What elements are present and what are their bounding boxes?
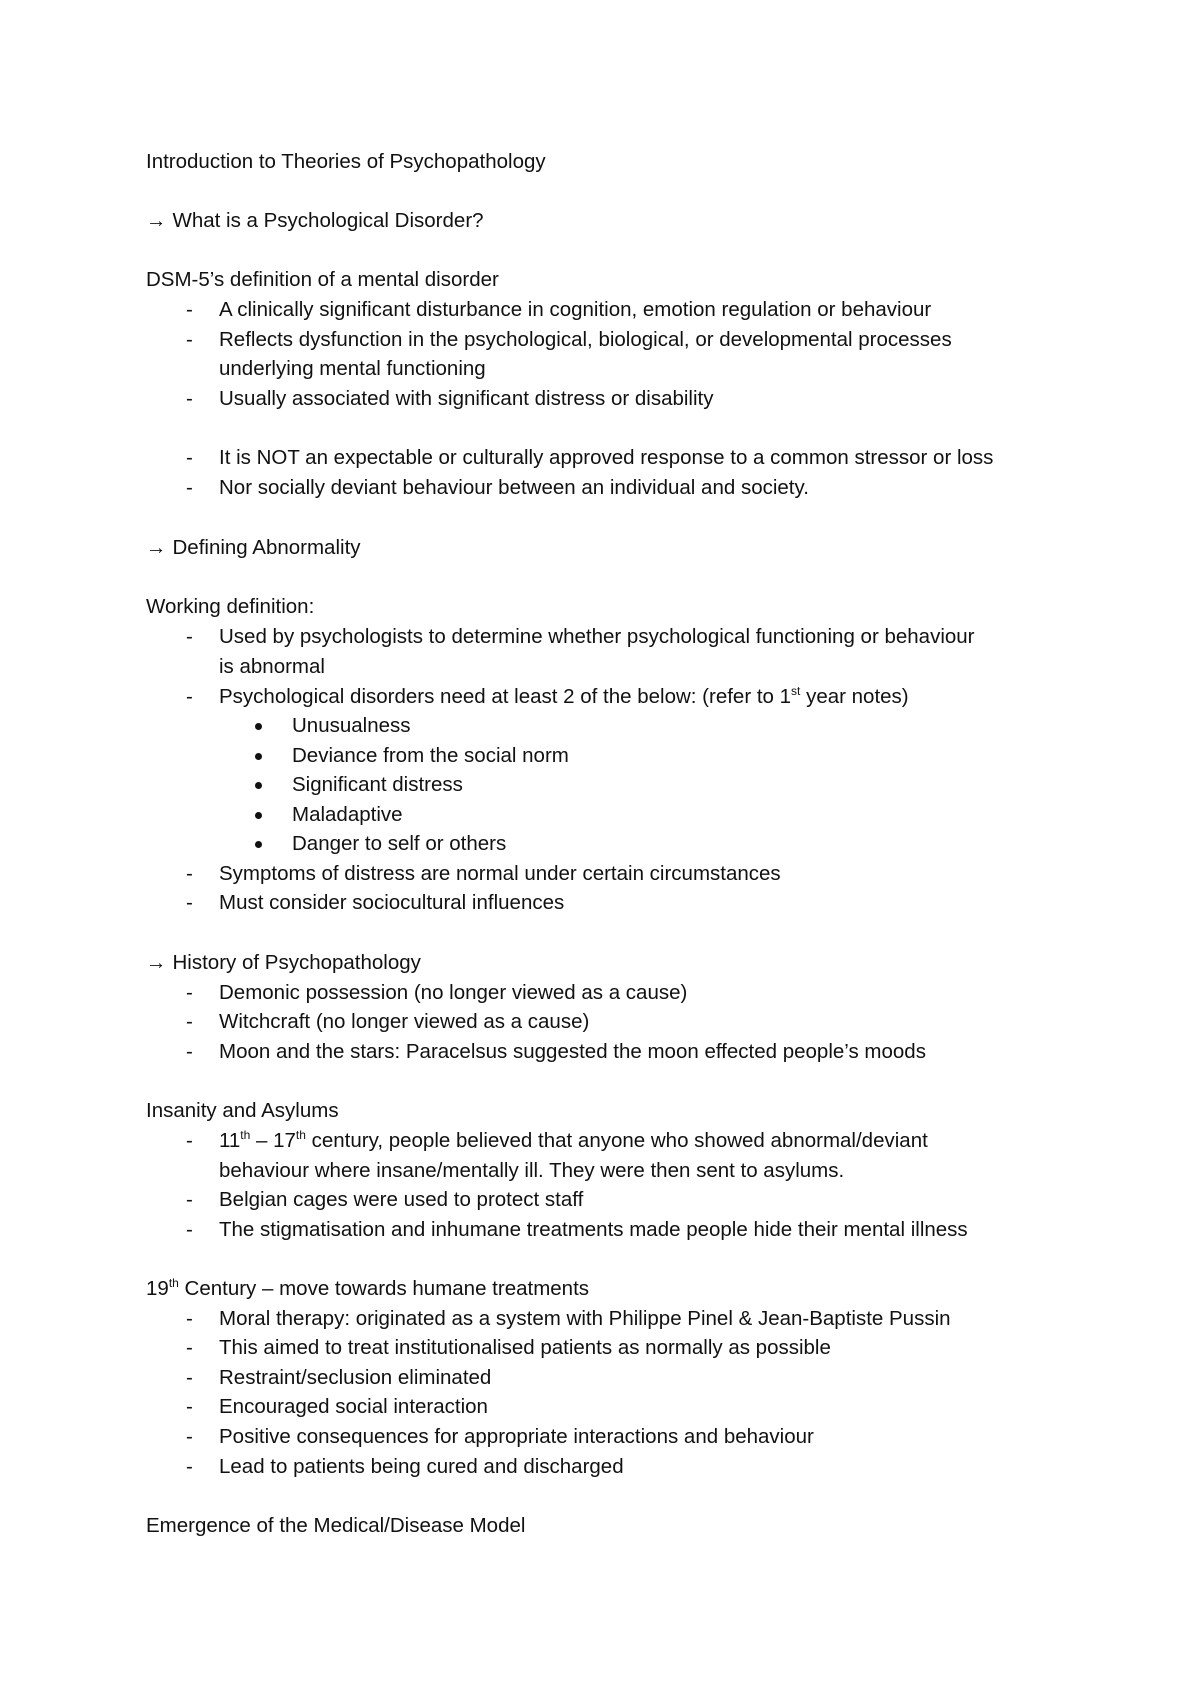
list-item-continuation: underlying mental functioning [219,357,486,380]
list-item: Demonic possession (no longer viewed as a cause) [219,981,688,1004]
list-item-continuation: is abnormal [219,655,325,678]
dash-marker: - [186,1129,193,1152]
dash-marker: - [186,1366,193,1389]
bullet-icon [255,841,262,848]
bullet-item: Danger to self or others [292,832,507,855]
arrow-icon: → [146,951,167,974]
subheading-medical-model: Emergence of the Medical/Disease Model [146,1514,526,1537]
list-item: A clinically significant disturbance in cognition, emotion regulation or behaviour [219,298,932,321]
section-heading-defining-abnormality: → Defining Abnormality [146,536,361,559]
list-item: Nor socially deviant behaviour between an individual and society. [219,476,809,499]
bullet-icon [255,782,262,789]
dash-marker: - [186,1188,193,1211]
dash-marker: - [186,1218,193,1241]
dash-marker: - [186,685,193,708]
dash-marker: - [186,298,193,321]
dash-marker: - [186,862,193,885]
dash-marker: - [186,1395,193,1418]
bullet-item: Deviance from the social norm [292,744,569,767]
dash-marker: - [186,446,193,469]
subheading-dsm5-definition: DSM-5’s definition of a mental disorder [146,268,499,291]
list-item: The stigmatisation and inhumane treatments made people hide their mental illness [219,1218,968,1241]
list-item: Usually associated with significant distress or disability [219,387,714,410]
subheading-working-definition: Working definition: [146,595,315,618]
dash-marker: - [186,981,193,1004]
arrow-icon: → [146,536,167,559]
dash-marker: - [186,476,193,499]
bullet-icon [255,753,262,760]
dash-marker: - [186,328,193,351]
dash-marker: - [186,1307,193,1330]
bullet-item: Significant distress [292,773,463,796]
list-item: Must consider sociocultural influences [219,891,565,914]
section-heading-psychological-disorder: → What is a Psychological Disorder? [146,209,484,232]
list-item: Restraint/seclusion eliminated [219,1366,492,1389]
dash-marker: - [186,1425,193,1448]
list-item: Used by psychologists to determine whether psychological functioning or behaviour [219,625,975,648]
list-item: 11th – 17th century, people believed that anyone who showed abnormal/deviant [219,1128,928,1152]
subheading-insanity-asylums: Insanity and Asylums [146,1099,339,1122]
bullet-item: Unusualness [292,714,411,737]
list-item: Moon and the stars: Paracelsus suggested the moon effected people’s moods [219,1040,926,1063]
dash-marker: - [186,1040,193,1063]
document-title: Introduction to Theories of Psychopathology [146,150,546,173]
list-item: Moral therapy: originated as a system with Philippe Pinel & Jean-Baptiste Pussin [219,1307,951,1330]
dash-marker: - [186,1455,193,1478]
list-item: Encouraged social interaction [219,1395,488,1418]
list-item: It is NOT an expectable or culturally approved response to a common stressor or loss [219,446,994,469]
list-item: Lead to patients being cured and discharged [219,1455,624,1478]
list-item: Symptoms of distress are normal under certain circumstances [219,862,781,885]
arrow-icon: → [146,209,167,232]
dash-marker: - [186,1010,193,1033]
list-item: Psychological disorders need at least 2 of the below: (refer to 1st year notes) [219,684,909,708]
bullet-icon [255,812,262,819]
dash-marker: - [186,387,193,410]
dash-marker: - [186,891,193,914]
bullet-icon [255,723,262,730]
list-item: This aimed to treat institutionalised patients as normally as possible [219,1336,831,1359]
list-item-continuation: behaviour where insane/mentally ill. They were then sent to asylums. [219,1159,845,1182]
list-item: Witchcraft (no longer viewed as a cause) [219,1010,590,1033]
section-heading-history: → History of Psychopathology [146,951,421,974]
list-item: Belgian cages were used to protect staff [219,1188,584,1211]
bullet-item: Maladaptive [292,803,403,826]
subheading-19th-century: 19th Century – move towards humane treatments [146,1276,590,1300]
list-item: Reflects dysfunction in the psychological, biological, or developmental processes [219,328,952,351]
dash-marker: - [186,1336,193,1359]
dash-marker: - [186,625,193,648]
list-item: Positive consequences for appropriate interactions and behaviour [219,1425,814,1448]
